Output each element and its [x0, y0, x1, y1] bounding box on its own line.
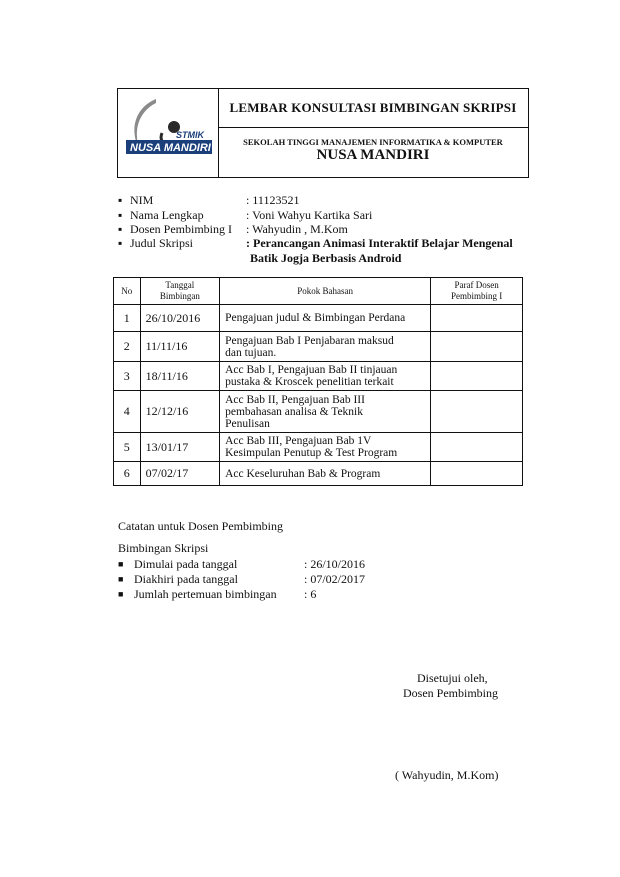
row-tanggal: 26/10/2016	[140, 305, 219, 332]
col-tanggal-header: Tanggal Bimbingan	[140, 278, 219, 305]
nama-label: Nama Lengkap	[130, 208, 204, 222]
row-no: 1	[114, 305, 141, 332]
row-paraf	[431, 332, 523, 362]
supervisor-title: Dosen Pembimbing	[403, 686, 498, 700]
row-no: 3	[114, 362, 141, 391]
stmik-logo	[118, 89, 218, 177]
bullet-icon: ▪	[118, 236, 123, 250]
header-box	[117, 88, 529, 178]
row-no: 2	[114, 332, 141, 362]
row-tanggal: 07/02/17	[140, 462, 219, 486]
row-paraf	[431, 462, 523, 486]
form-title: LEMBAR KONSULTASI BIMBINGAN SKRIPSI	[218, 89, 528, 128]
logo-cell	[118, 89, 219, 177]
square-bullet-icon: ■	[118, 574, 124, 584]
diakhiri-label: Diakhiri pada tanggal	[134, 572, 238, 586]
logo-small-text: STMIK	[176, 130, 204, 140]
consultation-table	[113, 277, 523, 486]
bullet-icon: ▪	[118, 193, 123, 207]
table-row	[114, 433, 523, 462]
institution-name: NUSA MANDIRI	[316, 147, 430, 163]
nim-value: : 11123521	[246, 193, 300, 207]
bullet-icon: ▪	[118, 222, 123, 236]
row-pokok: Acc Keseluruhan Bab & Program	[220, 462, 431, 486]
jumlah-label: Jumlah pertemuan bimbingan	[134, 587, 277, 601]
judul-value-line2: Batik Jogja Berbasis Android	[250, 251, 402, 265]
bullet-icon: ▪	[118, 208, 123, 222]
table-row	[114, 305, 523, 332]
row-no: 4	[114, 391, 141, 433]
catatan-heading: Catatan untuk Dosen Pembimbing	[118, 519, 283, 533]
row-paraf	[431, 391, 523, 433]
row-no: 5	[114, 433, 141, 462]
institution-line: SEKOLAH TINGGI MANAJEMEN INFORMATIKA & KOMPUTER	[243, 137, 503, 147]
row-paraf	[431, 433, 523, 462]
row-pokok: Acc Bab III, Pengajuan Bab 1V Kesimpulan Penutup & Test Program	[220, 433, 431, 462]
row-no: 6	[114, 462, 141, 486]
row-tanggal: 11/11/16	[140, 332, 219, 362]
logo-big-text: NUSA MANDIRI	[130, 142, 211, 154]
col-no-header: No	[114, 278, 141, 305]
row-paraf	[431, 305, 523, 332]
dosen-label: Dosen Pembimbing I	[130, 222, 232, 236]
row-paraf	[431, 362, 523, 391]
approved-by: Disetujui oleh,	[417, 671, 488, 685]
judul-value-line1: : Perancangan Animasi Interaktif Belajar Mengenal	[246, 236, 513, 250]
row-tanggal: 12/12/16	[140, 391, 219, 433]
table-row	[114, 391, 523, 433]
diakhiri-value: : 07/02/2017	[304, 572, 366, 586]
judul-label: Judul Skripsi	[130, 236, 194, 250]
nim-label: NIM	[130, 193, 154, 207]
col-paraf-header: Paraf Dosen Pembimbing I	[431, 278, 523, 305]
supervisor-name: ( Wahyudin, M.Kom)	[395, 768, 499, 782]
nama-value: : Voni Wahyu Kartika Sari	[246, 208, 373, 222]
row-pokok: Acc Bab I, Pengajuan Bab II tinjauan pustaka & Kroscek penelitian terkait	[220, 362, 431, 391]
jumlah-value: : 6	[304, 587, 317, 601]
row-pokok: Pengajuan judul & Bimbingan Perdana	[220, 305, 431, 332]
table-row	[114, 332, 523, 362]
square-bullet-icon: ■	[118, 589, 124, 599]
table-header-row	[114, 278, 523, 305]
table-row	[114, 362, 523, 391]
row-tanggal: 18/11/16	[140, 362, 219, 391]
table-row	[114, 462, 523, 486]
dosen-value: : Wahyudin , M.Kom	[246, 222, 348, 236]
dimulai-label: Dimulai pada tanggal	[134, 557, 238, 571]
bimbingan-heading: Bimbingan Skripsi	[118, 541, 209, 555]
square-bullet-icon: ■	[118, 559, 124, 569]
row-pokok: Acc Bab II, Pengajuan Bab III pembahasan analisa & Teknik Penulisan	[220, 391, 431, 433]
row-tanggal: 13/01/17	[140, 433, 219, 462]
row-pokok: Pengajuan Bab I Penjabaran maksud dan tujuan.	[220, 332, 431, 362]
dimulai-value: : 26/10/2016	[304, 557, 366, 571]
col-pokok-header: Pokok Bahasan	[220, 278, 431, 305]
